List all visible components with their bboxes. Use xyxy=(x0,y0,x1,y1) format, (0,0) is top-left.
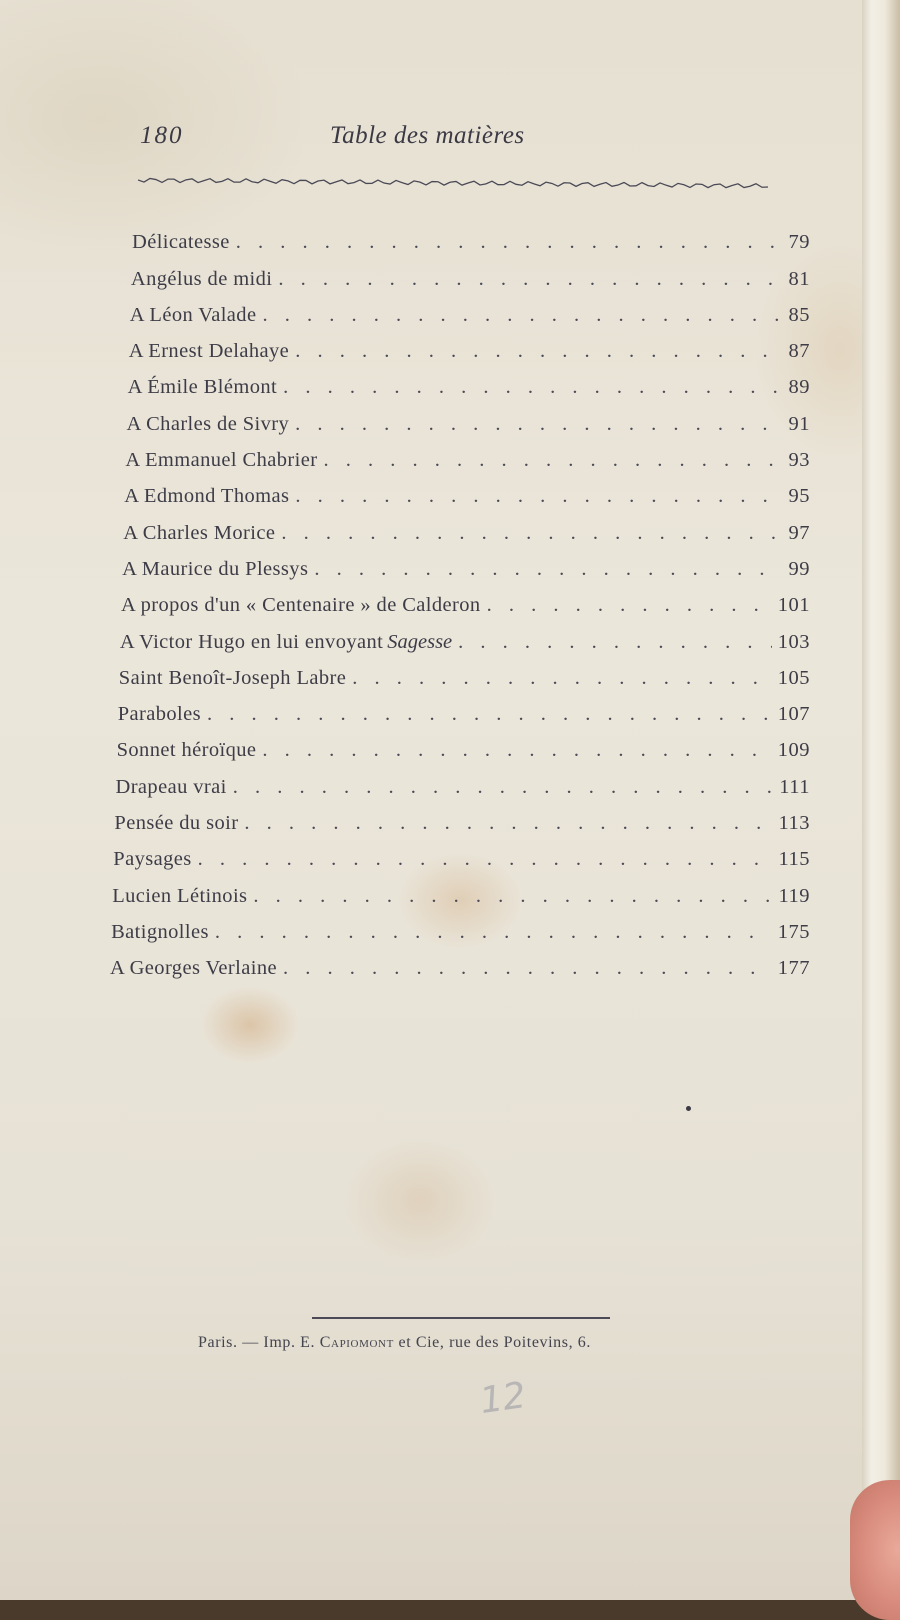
toc-entry-page: 99 xyxy=(788,557,810,580)
toc-entry-title: Drapeau vrai xyxy=(115,775,227,798)
wavy-rule-ornament xyxy=(138,168,768,192)
toc-entry-page: 89 xyxy=(788,376,810,399)
dot-leader xyxy=(236,231,783,254)
toc-entry-title: A Léon Valade xyxy=(129,303,257,326)
dot-leader xyxy=(253,885,772,908)
toc-entry xyxy=(110,508,810,544)
toc-entry-title: A propos d'un « Centenaire » de Calderon xyxy=(121,594,481,617)
toc-entry-title: A Ernest Delahaye xyxy=(128,340,290,363)
toc-entry-page: 85 xyxy=(788,303,810,326)
toc-entry xyxy=(110,581,810,617)
thumb xyxy=(850,1480,900,1620)
toc-entry-page: 119 xyxy=(778,884,810,907)
toc-entry xyxy=(110,545,810,581)
dot-leader xyxy=(314,558,782,581)
toc-entry-page: 109 xyxy=(777,739,810,762)
toc-entry-page: 103 xyxy=(777,630,810,653)
imprint-printer-name: Capiomont xyxy=(319,1334,394,1351)
toc-entry xyxy=(110,436,810,472)
toc-entry xyxy=(110,944,810,980)
toc-entry-page: 113 xyxy=(778,812,810,835)
ink-speck xyxy=(686,1106,691,1111)
toc-entry-title: Paysages xyxy=(113,848,192,871)
toc-entry-page: 175 xyxy=(777,920,810,943)
toc-entry xyxy=(110,472,810,508)
toc-entry-page: 105 xyxy=(777,666,810,689)
toc-entry xyxy=(110,327,810,363)
toc-entry-page: 115 xyxy=(778,848,810,871)
dot-leader xyxy=(352,667,771,690)
toc-entry-title-italic: Sagesse xyxy=(387,630,453,653)
toc-entry-page: 93 xyxy=(788,449,810,472)
imprint-prefix: Paris. — Imp. E. xyxy=(198,1334,316,1351)
dot-leader xyxy=(458,631,772,654)
toc-entry-title: A Edmond Thomas xyxy=(124,485,290,508)
dot-leader xyxy=(262,739,771,762)
toc-entry xyxy=(110,726,810,762)
toc-entry-page: 177 xyxy=(777,957,810,980)
toc-entry-page: 101 xyxy=(777,594,810,617)
toc-entry xyxy=(110,908,810,944)
dot-leader xyxy=(207,703,772,726)
dot-leader xyxy=(283,957,772,980)
dot-leader xyxy=(244,812,772,835)
dot-leader xyxy=(198,848,773,871)
toc-entry-page: 87 xyxy=(788,340,810,363)
toc-entry-page: 107 xyxy=(777,703,810,726)
toc-entry xyxy=(110,762,810,798)
toc-entry-title: Sonnet héroïque xyxy=(116,739,257,762)
toc-entry-title: A Émile Blémont xyxy=(127,376,278,399)
toc-entry-title: A Charles de Sivry xyxy=(126,412,290,435)
toc-entry-title: Angélus de midi xyxy=(130,267,273,290)
table-of-contents xyxy=(110,218,810,980)
running-header xyxy=(140,122,780,162)
imprint-suffix: et Cie, rue des Poitevins, 6. xyxy=(398,1334,592,1351)
dot-leader xyxy=(487,594,772,617)
toc-entry xyxy=(110,654,810,690)
toc-entry-title: Délicatesse xyxy=(132,231,230,254)
dot-leader xyxy=(262,304,782,327)
dot-leader xyxy=(278,268,782,291)
dot-leader xyxy=(295,485,782,508)
toc-entry-title: A Victor Hugo en lui envoyant xyxy=(119,630,384,653)
toc-entry xyxy=(110,871,810,907)
toc-entry xyxy=(110,399,810,435)
toc-entry-page: 81 xyxy=(788,267,810,290)
dot-leader xyxy=(295,413,782,436)
toc-entry xyxy=(110,617,810,653)
page-title: Table des matières xyxy=(330,122,525,149)
toc-entry-page: 91 xyxy=(788,412,810,435)
toc-entry xyxy=(110,218,810,254)
page-number: 180 xyxy=(140,122,184,149)
toc-entry-page: 95 xyxy=(788,485,810,508)
next-page-edge xyxy=(862,0,900,1600)
toc-entry xyxy=(110,835,810,871)
dot-leader xyxy=(323,449,782,472)
toc-entry-page: 111 xyxy=(779,775,810,798)
toc-entry-title: A Emmanuel Chabrier xyxy=(125,449,318,472)
toc-entry xyxy=(110,254,810,290)
toc-entry-title: Pensée du soir xyxy=(114,812,239,835)
printer-imprint xyxy=(198,1334,591,1352)
toc-entry-title: Lucien Létinois xyxy=(112,884,248,907)
dot-leader xyxy=(283,376,782,399)
toc-entry-title: A Georges Verlaine xyxy=(110,957,277,980)
toc-entry xyxy=(110,291,810,327)
dot-leader xyxy=(233,776,774,799)
toc-entry-page: 97 xyxy=(788,521,810,544)
toc-entry-title: Saint Benoît-Joseph Labre xyxy=(118,666,347,689)
toc-entry-title: A Maurice du Plessys xyxy=(122,557,309,580)
toc-entry-title: Paraboles xyxy=(117,703,201,726)
dot-leader xyxy=(295,340,782,363)
toc-entry xyxy=(110,363,810,399)
dot-leader xyxy=(281,522,782,545)
pencil-annotation: 12 xyxy=(477,1375,529,1422)
dot-leader xyxy=(215,921,772,944)
toc-entry xyxy=(110,799,810,835)
toc-entry xyxy=(110,690,810,726)
toc-entry-title: A Charles Morice xyxy=(123,521,276,544)
toc-entry-title: Batignolles xyxy=(111,920,209,943)
toc-entry-page: 79 xyxy=(788,231,810,254)
footer-rule xyxy=(312,1317,610,1319)
